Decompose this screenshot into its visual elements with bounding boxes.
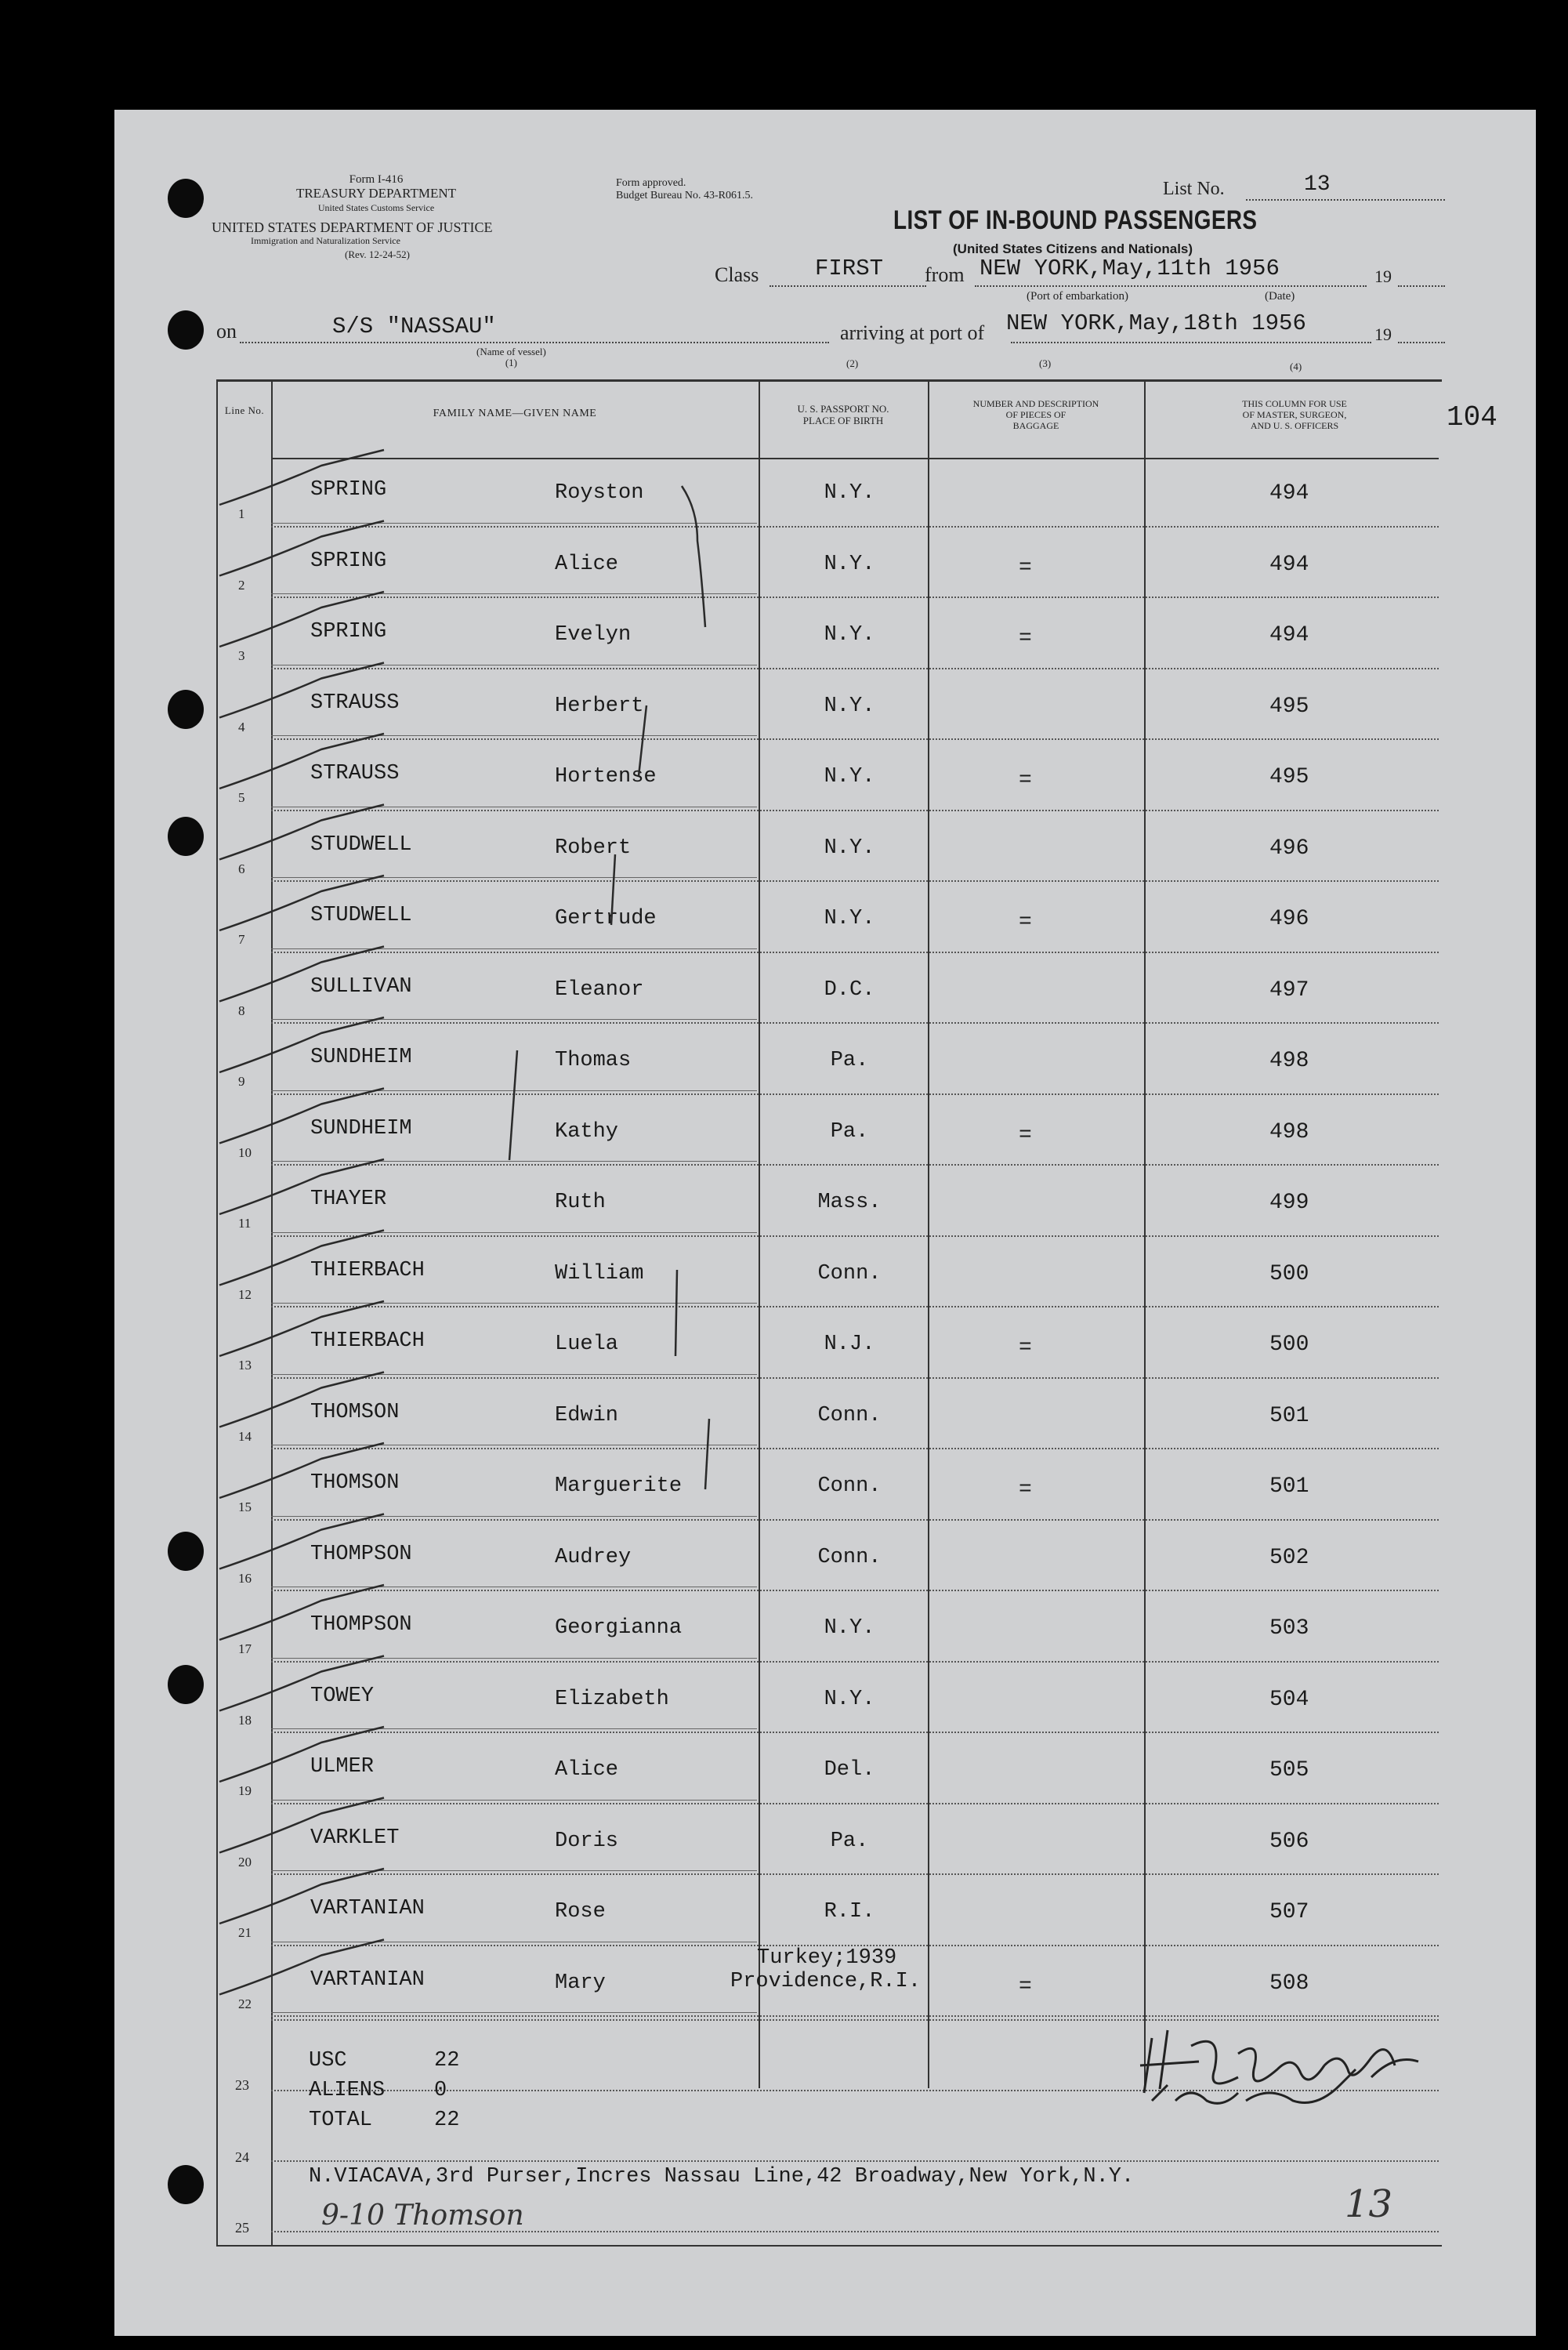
form-title: LIST OF IN-BOUND PASSENGERS bbox=[893, 205, 1258, 235]
given-name: Hortense bbox=[555, 765, 657, 789]
officer-number: 508 bbox=[1269, 1971, 1309, 1996]
baggage: = bbox=[1019, 555, 1032, 580]
family-name: SPRING bbox=[310, 620, 387, 644]
given-name: Robert bbox=[555, 836, 632, 860]
row-rule bbox=[271, 1661, 1439, 1663]
family-name: STRAUSS bbox=[310, 762, 400, 785]
col-header-baggage-3: BAGGAGE bbox=[1012, 420, 1059, 431]
place-of-birth: Providence,R.I. bbox=[730, 1969, 922, 1993]
line-number: 20 bbox=[238, 1854, 252, 1869]
given-name: Alice bbox=[555, 1758, 619, 1782]
line-number: 23 bbox=[235, 2077, 249, 2093]
family-name: SPRING bbox=[310, 478, 387, 502]
approval-line-2: Budget Bureau No. 43-R061.5. bbox=[616, 190, 753, 201]
from-label: from bbox=[925, 263, 965, 286]
family-name: THOMSON bbox=[310, 1400, 400, 1424]
officer-number: 498 bbox=[1269, 1049, 1309, 1073]
col-header-line-no: Line No. bbox=[224, 404, 265, 416]
given-name: Eleanor bbox=[555, 977, 644, 1002]
row-rule bbox=[271, 1022, 1439, 1024]
agency-justice-block bbox=[212, 221, 572, 261]
row-rule bbox=[271, 1800, 757, 1801]
line-number: 3 bbox=[238, 648, 245, 663]
row-rule bbox=[271, 948, 757, 949]
family-name: THOMPSON bbox=[310, 1542, 412, 1566]
agency-ins: Immigration and Naturalization Service bbox=[251, 235, 400, 246]
family-name: VARTANIAN bbox=[310, 1967, 425, 1992]
col-number-4: (4) bbox=[1290, 361, 1302, 372]
row-rule bbox=[271, 1873, 1439, 1875]
place-of-birth: Pa. bbox=[830, 1119, 869, 1144]
line-number: 15 bbox=[238, 1500, 252, 1514]
port-caption: (Port of embarkation) bbox=[1027, 290, 1128, 303]
col-header-officers-1: THIS COLUMN FOR USE bbox=[1242, 398, 1347, 409]
baggage: = bbox=[1019, 1478, 1032, 1502]
row-rule bbox=[271, 1164, 1439, 1166]
officer-number: 506 bbox=[1269, 1829, 1309, 1854]
agency-block bbox=[235, 172, 517, 215]
given-name: Elizabeth bbox=[555, 1687, 669, 1711]
baggage: = bbox=[1019, 1336, 1032, 1360]
line-number: 2 bbox=[238, 577, 245, 593]
family-name: SUNDHEIM bbox=[310, 1046, 412, 1069]
place-of-birth: N.Y. bbox=[824, 623, 875, 647]
row-rule bbox=[271, 1803, 1439, 1804]
approval-block bbox=[616, 177, 753, 202]
family-name: SPRING bbox=[310, 549, 387, 573]
place-of-birth: N.Y. bbox=[824, 552, 875, 576]
purser-line: N.VIACAVA,3rd Purser,Incres Nassau Line,42 Broadway,New York,N.Y. bbox=[309, 2165, 1135, 2189]
place-of-birth: Del. bbox=[824, 1758, 875, 1782]
line-number: 6 bbox=[238, 861, 245, 876]
col-number-2: (2) bbox=[846, 357, 859, 369]
col-header-baggage-1: NUMBER AND DESCRIPTION bbox=[972, 398, 1099, 409]
officer-number: 500 bbox=[1269, 1261, 1309, 1286]
form-revision: (Rev. 12-24-52) bbox=[345, 248, 410, 260]
line-number: 13 bbox=[238, 1358, 252, 1373]
family-name: STUDWELL bbox=[310, 832, 412, 857]
row-rule bbox=[271, 1519, 1439, 1521]
class-label: Class bbox=[715, 263, 759, 286]
class-value: FIRST bbox=[815, 256, 884, 281]
given-name: Rose bbox=[555, 1900, 606, 1924]
col-number-3: (3) bbox=[1039, 357, 1052, 369]
officer-number: 498 bbox=[1269, 1119, 1309, 1144]
family-name: THAYER bbox=[310, 1188, 387, 1211]
officer-number: 496 bbox=[1269, 907, 1309, 931]
list-no-value: 13 bbox=[1304, 172, 1331, 197]
place-of-birth: N.Y. bbox=[824, 836, 875, 860]
row-rule bbox=[271, 877, 757, 878]
row-rule bbox=[271, 1232, 757, 1233]
row-rule bbox=[271, 1516, 757, 1517]
punch-hole bbox=[168, 179, 204, 218]
place-of-birth: N.Y. bbox=[824, 1687, 875, 1711]
col-header-passport bbox=[762, 403, 925, 426]
officer-number: 500 bbox=[1269, 1333, 1309, 1357]
row-rule bbox=[271, 1161, 757, 1162]
totals-block bbox=[309, 2046, 459, 2135]
given-name: Royston bbox=[555, 481, 644, 505]
line-number: 11 bbox=[238, 1216, 252, 1231]
family-name: STRAUSS bbox=[310, 691, 400, 715]
place-of-birth: N.Y. bbox=[824, 907, 875, 930]
place-of-birth: Conn. bbox=[817, 1261, 882, 1286]
usc-count: 22 bbox=[434, 2049, 460, 2073]
baggage: = bbox=[1019, 768, 1032, 792]
agency-treasury: TREASURY DEPARTMENT bbox=[295, 186, 457, 201]
family-name: THOMSON bbox=[310, 1471, 400, 1495]
line-number: 21 bbox=[238, 1925, 252, 1940]
given-name: Mary bbox=[555, 1971, 606, 1995]
line-number: 18 bbox=[238, 1712, 252, 1728]
place-of-birth: Mass. bbox=[817, 1191, 882, 1214]
year-suffix-2: 19 bbox=[1374, 325, 1392, 344]
aliens-count: 0 bbox=[434, 2079, 447, 2102]
family-name: SULLIVAN bbox=[310, 974, 412, 999]
vessel-caption bbox=[476, 346, 546, 368]
place-of-birth: Pa. bbox=[830, 1049, 869, 1072]
line-number: 24 bbox=[235, 2149, 249, 2165]
family-name: TOWEY bbox=[310, 1684, 375, 1708]
col-header-passport-2: PLACE OF BIRTH bbox=[802, 415, 884, 426]
row-rule bbox=[271, 1590, 1439, 1591]
given-name: William bbox=[555, 1261, 644, 1286]
row-rule bbox=[271, 1374, 757, 1375]
row-rule bbox=[271, 1870, 757, 1871]
officer-number: 502 bbox=[1269, 1545, 1309, 1570]
line-number: 16 bbox=[238, 1570, 252, 1586]
officer-number: 499 bbox=[1269, 1191, 1309, 1215]
vessel-caption-text: (Name of vessel) bbox=[476, 346, 546, 357]
row-rule bbox=[271, 1377, 1439, 1379]
row-rule bbox=[271, 1728, 757, 1729]
col-header-baggage bbox=[931, 398, 1141, 431]
baggage: = bbox=[1019, 1122, 1032, 1148]
place-of-birth: Conn. bbox=[817, 1474, 882, 1498]
row-rule bbox=[271, 1090, 757, 1091]
handwritten-note: 9-10 Thomson bbox=[321, 2199, 524, 2232]
line-number: 22 bbox=[238, 1996, 252, 2011]
row-rule bbox=[271, 952, 1439, 953]
row-rule bbox=[271, 597, 1439, 598]
usc-label: USC bbox=[309, 2049, 347, 2073]
line-number: 17 bbox=[238, 1641, 252, 1656]
col-header-name: FAMILY NAME—GIVEN NAME bbox=[433, 408, 597, 419]
col-header-officers bbox=[1147, 398, 1442, 431]
officer-number: 495 bbox=[1269, 694, 1309, 719]
form-subtitle: (United States Citizens and Nationals) bbox=[953, 241, 1193, 256]
punch-hole bbox=[168, 1532, 204, 1571]
punch-hole bbox=[168, 690, 204, 729]
given-name: Thomas bbox=[555, 1049, 632, 1072]
place-of-birth: N.Y. bbox=[824, 765, 875, 789]
date-caption: (Date) bbox=[1265, 290, 1295, 303]
line-number: 4 bbox=[238, 719, 245, 734]
given-name: Herbert bbox=[555, 694, 644, 718]
given-name: Doris bbox=[555, 1829, 619, 1853]
row-rule bbox=[271, 1306, 1439, 1307]
given-name: Audrey bbox=[555, 1545, 632, 1569]
aliens-label: ALIENS bbox=[309, 2079, 386, 2102]
place-of-birth: N.J. bbox=[824, 1333, 875, 1356]
family-name: THOMPSON bbox=[310, 1613, 412, 1637]
punch-hole bbox=[168, 310, 204, 350]
vessel-name: S/S "NASSAU" bbox=[332, 314, 496, 339]
family-name: SUNDHEIM bbox=[310, 1116, 412, 1141]
row-rule bbox=[271, 1019, 757, 1020]
given-name: Edwin bbox=[555, 1403, 619, 1427]
officer-number: 497 bbox=[1269, 977, 1309, 1003]
place-of-birth: D.C. bbox=[824, 977, 875, 1002]
from-value: NEW YORK,May,11th 1956 bbox=[980, 256, 1280, 281]
baggage: = bbox=[1019, 910, 1032, 934]
place-of-birth: Conn. bbox=[817, 1545, 882, 1569]
row-rule bbox=[271, 593, 757, 594]
given-name: Luela bbox=[555, 1333, 619, 1356]
family-name: ULMER bbox=[310, 1755, 375, 1779]
table-bottom-rule bbox=[216, 2245, 1442, 2247]
vessel-caption-no: (1) bbox=[505, 357, 517, 368]
family-name: THIERBACH bbox=[310, 1329, 425, 1353]
row-rule bbox=[271, 880, 1439, 882]
margin-page-number: 104 bbox=[1447, 401, 1497, 433]
officer-number: 494 bbox=[1269, 481, 1309, 506]
punch-hole bbox=[168, 1665, 204, 1704]
family-name: VARTANIAN bbox=[310, 1897, 425, 1920]
line-number: 12 bbox=[238, 1286, 252, 1302]
family-name: STUDWELL bbox=[310, 904, 412, 927]
row-rule bbox=[271, 1448, 1439, 1449]
officer-number: 496 bbox=[1269, 836, 1309, 861]
officer-number: 494 bbox=[1269, 552, 1309, 577]
row-rule bbox=[271, 2015, 1439, 2017]
row-rule bbox=[271, 1093, 1439, 1095]
total-count: 22 bbox=[434, 2109, 460, 2132]
line-number: 14 bbox=[238, 1428, 252, 1444]
line-number: 9 bbox=[238, 1074, 245, 1089]
row-rule bbox=[271, 1732, 1439, 1733]
officer-number: 494 bbox=[1269, 623, 1309, 647]
given-name: Ruth bbox=[555, 1191, 606, 1214]
on-label: on bbox=[216, 320, 237, 343]
col-header-officers-2: OF MASTER, SURGEON, bbox=[1242, 409, 1347, 420]
agency-customs: United States Customs Service bbox=[317, 202, 435, 213]
agency-justice: UNITED STATES DEPARTMENT OF JUSTICE bbox=[212, 219, 493, 235]
row-rule bbox=[271, 668, 1439, 669]
family-name: VARKLET bbox=[310, 1826, 400, 1850]
row-rule bbox=[271, 738, 1439, 740]
year-suffix-1: 19 bbox=[1374, 267, 1392, 286]
line-number: 7 bbox=[238, 932, 245, 947]
line-number: 5 bbox=[238, 790, 245, 805]
place-of-birth: N.Y. bbox=[824, 1616, 875, 1640]
officer-number: 495 bbox=[1269, 765, 1309, 789]
table-top-rule bbox=[216, 379, 1442, 382]
place-of-birth: Conn. bbox=[817, 1403, 882, 1427]
line-number: 1 bbox=[238, 506, 245, 521]
row-rule bbox=[271, 526, 1439, 528]
family-name: THIERBACH bbox=[310, 1258, 425, 1282]
officer-number: 501 bbox=[1269, 1474, 1309, 1499]
arriving-value: NEW YORK,May,18th 1956 bbox=[1006, 310, 1306, 336]
punch-hole bbox=[168, 2165, 204, 2204]
place-of-birth: Pa. bbox=[830, 1829, 869, 1853]
baggage: = bbox=[1019, 626, 1032, 651]
given-name: Evelyn bbox=[555, 623, 632, 647]
given-name: Gertrude bbox=[555, 907, 657, 930]
col-header-officers-3: AND U. S. OFFICERS bbox=[1250, 420, 1339, 431]
officer-number: 501 bbox=[1269, 1403, 1309, 1428]
given-name: Marguerite bbox=[555, 1474, 683, 1498]
row-rule bbox=[271, 1235, 1439, 1237]
line-number: 19 bbox=[238, 1783, 252, 1798]
baggage: = bbox=[1019, 1974, 1032, 1999]
row-rule bbox=[271, 735, 757, 736]
row-rule bbox=[271, 810, 1439, 811]
place-of-birth: R.I. bbox=[824, 1900, 875, 1924]
row-rule bbox=[271, 2012, 757, 2013]
row-rule bbox=[271, 1303, 757, 1304]
line-number: 10 bbox=[238, 1144, 252, 1160]
given-name: Alice bbox=[555, 552, 619, 576]
officer-number: 505 bbox=[1269, 1758, 1309, 1782]
given-name: Georgianna bbox=[555, 1616, 683, 1640]
inspector-signature bbox=[1136, 2022, 1434, 2116]
form-number: Form I-416 bbox=[349, 173, 404, 186]
row-rule bbox=[271, 1658, 757, 1659]
total-label: TOTAL bbox=[309, 2109, 373, 2132]
place-of-birth: N.Y. bbox=[824, 481, 875, 505]
col-header-baggage-2: OF PIECES OF bbox=[1005, 409, 1066, 420]
given-name: Kathy bbox=[555, 1119, 619, 1144]
punch-hole bbox=[168, 817, 204, 856]
row-rule bbox=[271, 523, 757, 524]
list-no-label: List No. bbox=[1163, 179, 1225, 199]
col-header-passport-1: U. S. PASSPORT NO. bbox=[797, 403, 889, 415]
officer-number: 503 bbox=[1269, 1616, 1309, 1641]
officer-number: 507 bbox=[1269, 1900, 1309, 1924]
place-of-birth: N.Y. bbox=[824, 694, 875, 718]
officer-number: 504 bbox=[1269, 1687, 1309, 1712]
line-number: 8 bbox=[238, 1003, 245, 1018]
approval-line-1: Form approved. bbox=[616, 177, 686, 189]
line-number: 25 bbox=[235, 2220, 249, 2236]
handwritten-page-number: 13 bbox=[1345, 2182, 1393, 2226]
arriving-label: arriving at port of bbox=[840, 321, 985, 344]
place-of-birth-note: Turkey;1939 bbox=[757, 1946, 897, 1970]
